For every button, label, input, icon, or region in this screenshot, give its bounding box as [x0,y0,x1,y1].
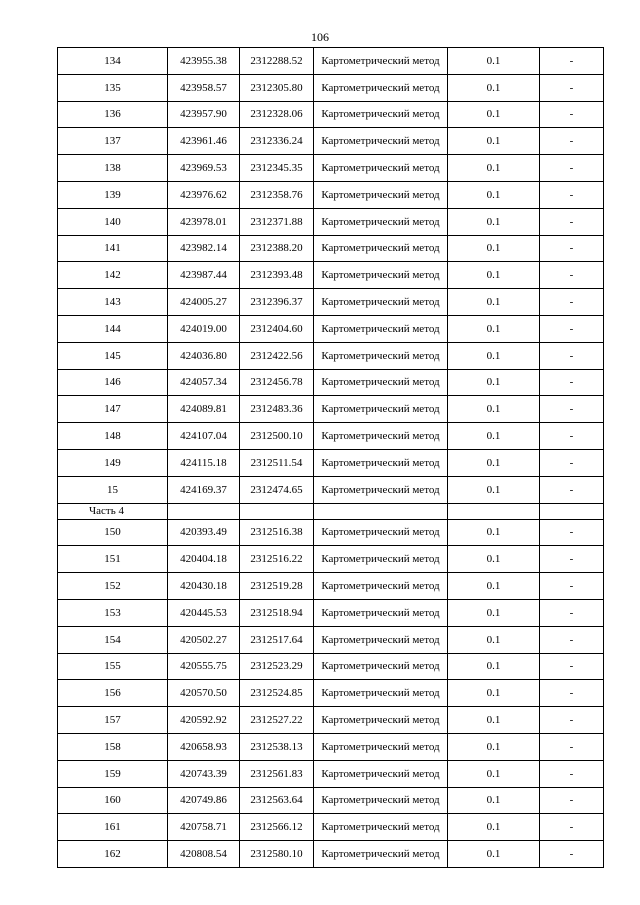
note-cell: - [540,128,604,155]
y-coordinate-cell: 2312519.28 [240,573,314,600]
y-coordinate-cell: 2312518.94 [240,599,314,626]
point-number-cell: 148 [58,423,168,450]
accuracy-cell: 0.1 [448,396,540,423]
note-cell: - [540,48,604,75]
note-cell: - [540,342,604,369]
accuracy-cell: 0.1 [448,626,540,653]
accuracy-cell: 0.1 [448,476,540,503]
table-row [58,315,604,342]
note-cell: - [540,315,604,342]
y-coordinate-cell: 2312393.48 [240,262,314,289]
accuracy-cell: 0.1 [448,235,540,262]
method-cell: Картометрический метод [314,342,448,369]
accuracy-cell: 0.1 [448,787,540,814]
point-number-cell: 155 [58,653,168,680]
x-coordinate-cell: 420570.50 [168,680,240,707]
accuracy-cell: 0.1 [448,262,540,289]
x-coordinate-cell: 420404.18 [168,546,240,573]
table-row [58,787,604,814]
y-coordinate-cell: 2312524.85 [240,680,314,707]
note-cell: - [540,396,604,423]
table-row [58,342,604,369]
x-coordinate-cell: 424005.27 [168,289,240,316]
point-number-cell: 136 [58,101,168,128]
point-number-cell: 150 [58,519,168,546]
accuracy-cell: 0.1 [448,814,540,841]
accuracy-cell: 0.1 [448,101,540,128]
point-number-cell: 149 [58,449,168,476]
x-coordinate-cell: 420658.93 [168,733,240,760]
section-label: Часть 4 [58,503,168,519]
point-number-cell: 144 [58,315,168,342]
point-number-cell: 151 [58,546,168,573]
x-coordinate-cell: 420592.92 [168,707,240,734]
point-number-cell: 140 [58,208,168,235]
note-cell: - [540,181,604,208]
accuracy-cell: 0.1 [448,181,540,208]
table-row [58,599,604,626]
note-cell: - [540,289,604,316]
y-coordinate-cell: 2312563.64 [240,787,314,814]
accuracy-cell: 0.1 [448,315,540,342]
point-number-cell: 146 [58,369,168,396]
note-cell: - [540,423,604,450]
method-cell: Картометрический метод [314,369,448,396]
accuracy-cell: 0.1 [448,707,540,734]
accuracy-cell: 0.1 [448,519,540,546]
x-coordinate-cell: 424036.80 [168,342,240,369]
note-cell: - [540,546,604,573]
point-number-cell: 15 [58,476,168,503]
method-cell: Картометрический метод [314,707,448,734]
method-cell: Картометрический метод [314,653,448,680]
table-row [58,235,604,262]
point-number-cell: 159 [58,760,168,787]
method-cell: Картометрический метод [314,235,448,262]
accuracy-cell: 0.1 [448,599,540,626]
y-coordinate-cell: 2312345.35 [240,155,314,182]
note-cell: - [540,155,604,182]
note-cell: - [540,235,604,262]
method-cell: Картометрический метод [314,315,448,342]
empty-cell [314,503,448,519]
y-coordinate-cell: 2312404.60 [240,315,314,342]
accuracy-cell: 0.1 [448,342,540,369]
x-coordinate-cell: 424089.81 [168,396,240,423]
accuracy-cell: 0.1 [448,48,540,75]
method-cell: Картометрический метод [314,841,448,868]
y-coordinate-cell: 2312483.36 [240,396,314,423]
table-row [58,573,604,600]
table-row [58,74,604,101]
method-cell: Картометрический метод [314,573,448,600]
point-number-cell: 153 [58,599,168,626]
page-number: 106 [311,30,329,44]
coordinates-table-body [58,48,604,868]
point-number-cell: 154 [58,626,168,653]
table-row [58,680,604,707]
y-coordinate-cell: 2312538.13 [240,733,314,760]
point-number-cell: 134 [58,48,168,75]
accuracy-cell: 0.1 [448,573,540,600]
accuracy-cell: 0.1 [448,74,540,101]
note-cell: - [540,733,604,760]
note-cell: - [540,573,604,600]
table-row [58,289,604,316]
accuracy-cell: 0.1 [448,155,540,182]
y-coordinate-cell: 2312328.06 [240,101,314,128]
accuracy-cell: 0.1 [448,546,540,573]
table-row [58,155,604,182]
table-row [58,396,604,423]
method-cell: Картометрический метод [314,208,448,235]
y-coordinate-cell: 2312396.37 [240,289,314,316]
table-row [58,476,604,503]
accuracy-cell: 0.1 [448,449,540,476]
method-cell: Картометрический метод [314,101,448,128]
method-cell: Картометрический метод [314,155,448,182]
accuracy-cell: 0.1 [448,369,540,396]
table-row [58,449,604,476]
accuracy-cell: 0.1 [448,680,540,707]
method-cell: Картометрический метод [314,787,448,814]
accuracy-cell: 0.1 [448,653,540,680]
y-coordinate-cell: 2312500.10 [240,423,314,450]
y-coordinate-cell: 2312456.78 [240,369,314,396]
y-coordinate-cell: 2312305.80 [240,74,314,101]
method-cell: Картометрический метод [314,546,448,573]
method-cell: Картометрический метод [314,128,448,155]
table-row [58,733,604,760]
accuracy-cell: 0.1 [448,289,540,316]
accuracy-cell: 0.1 [448,423,540,450]
point-number-cell: 147 [58,396,168,423]
method-cell: Картометрический метод [314,599,448,626]
x-coordinate-cell: 423987.44 [168,262,240,289]
note-cell: - [540,760,604,787]
method-cell: Картометрический метод [314,74,448,101]
x-coordinate-cell: 423969.53 [168,155,240,182]
y-coordinate-cell: 2312561.83 [240,760,314,787]
accuracy-cell: 0.1 [448,208,540,235]
method-cell: Картометрический метод [314,181,448,208]
y-coordinate-cell: 2312580.10 [240,841,314,868]
y-coordinate-cell: 2312371.88 [240,208,314,235]
table-row [58,653,604,680]
point-number-cell: 135 [58,74,168,101]
point-number-cell: 141 [58,235,168,262]
x-coordinate-cell: 423982.14 [168,235,240,262]
note-cell: - [540,449,604,476]
y-coordinate-cell: 2312517.64 [240,626,314,653]
y-coordinate-cell: 2312527.22 [240,707,314,734]
note-cell: - [540,707,604,734]
x-coordinate-cell: 424107.04 [168,423,240,450]
method-cell: Картометрический метод [314,680,448,707]
method-cell: Картометрический метод [314,423,448,450]
coordinates-table [57,47,604,868]
table-row [58,262,604,289]
empty-cell [240,503,314,519]
method-cell: Картометрический метод [314,476,448,503]
y-coordinate-cell: 2312474.65 [240,476,314,503]
point-number-cell: 143 [58,289,168,316]
y-coordinate-cell: 2312523.29 [240,653,314,680]
method-cell: Картометрический метод [314,48,448,75]
table-row [58,626,604,653]
x-coordinate-cell: 420393.49 [168,519,240,546]
method-cell: Картометрический метод [314,519,448,546]
table-row [58,181,604,208]
note-cell: - [540,787,604,814]
method-cell: Картометрический метод [314,626,448,653]
method-cell: Картометрический метод [314,396,448,423]
table-row [58,423,604,450]
point-number-cell: 145 [58,342,168,369]
note-cell: - [540,599,604,626]
x-coordinate-cell: 423961.46 [168,128,240,155]
method-cell: Картометрический метод [314,262,448,289]
x-coordinate-cell: 420808.54 [168,841,240,868]
point-number-cell: 142 [58,262,168,289]
accuracy-cell: 0.1 [448,128,540,155]
method-cell: Картометрический метод [314,289,448,316]
accuracy-cell: 0.1 [448,733,540,760]
note-cell: - [540,680,604,707]
point-number-cell: 158 [58,733,168,760]
x-coordinate-cell: 420555.75 [168,653,240,680]
point-number-cell: 138 [58,155,168,182]
x-coordinate-cell: 420430.18 [168,573,240,600]
note-cell: - [540,476,604,503]
y-coordinate-cell: 2312566.12 [240,814,314,841]
note-cell: - [540,101,604,128]
point-number-cell: 139 [58,181,168,208]
x-coordinate-cell: 424115.18 [168,449,240,476]
y-coordinate-cell: 2312511.54 [240,449,314,476]
note-cell: - [540,653,604,680]
note-cell: - [540,208,604,235]
y-coordinate-cell: 2312358.76 [240,181,314,208]
accuracy-cell: 0.1 [448,760,540,787]
note-cell: - [540,814,604,841]
table-row [58,707,604,734]
table-row [58,760,604,787]
y-coordinate-cell: 2312388.20 [240,235,314,262]
x-coordinate-cell: 423958.57 [168,74,240,101]
method-cell: Картометрический метод [314,449,448,476]
y-coordinate-cell: 2312422.56 [240,342,314,369]
table-row [58,208,604,235]
empty-cell [168,503,240,519]
method-cell: Картометрический метод [314,760,448,787]
x-coordinate-cell: 423957.90 [168,101,240,128]
table-row [58,546,604,573]
point-number-cell: 161 [58,814,168,841]
point-number-cell: 157 [58,707,168,734]
x-coordinate-cell: 423955.38 [168,48,240,75]
point-number-cell: 152 [58,573,168,600]
y-coordinate-cell: 2312336.24 [240,128,314,155]
empty-cell [540,503,604,519]
x-coordinate-cell: 424169.37 [168,476,240,503]
table-row [58,814,604,841]
accuracy-cell: 0.1 [448,841,540,868]
point-number-cell: 137 [58,128,168,155]
section-row [58,503,604,519]
table-row [58,369,604,396]
point-number-cell: 156 [58,680,168,707]
note-cell: - [540,626,604,653]
note-cell: - [540,262,604,289]
note-cell: - [540,519,604,546]
y-coordinate-cell: 2312516.22 [240,546,314,573]
y-coordinate-cell: 2312516.38 [240,519,314,546]
x-coordinate-cell: 420445.53 [168,599,240,626]
point-number-cell: 162 [58,841,168,868]
method-cell: Картометрический метод [314,814,448,841]
x-coordinate-cell: 423976.62 [168,181,240,208]
table-row [58,841,604,868]
table-row [58,101,604,128]
point-number-cell: 160 [58,787,168,814]
empty-cell [448,503,540,519]
note-cell: - [540,841,604,868]
note-cell: - [540,74,604,101]
note-cell: - [540,369,604,396]
x-coordinate-cell: 420743.39 [168,760,240,787]
x-coordinate-cell: 424019.00 [168,315,240,342]
x-coordinate-cell: 420502.27 [168,626,240,653]
x-coordinate-cell: 424057.34 [168,369,240,396]
y-coordinate-cell: 2312288.52 [240,48,314,75]
table-row [58,48,604,75]
x-coordinate-cell: 420749.86 [168,787,240,814]
x-coordinate-cell: 420758.71 [168,814,240,841]
table-row [58,519,604,546]
table-row [58,128,604,155]
x-coordinate-cell: 423978.01 [168,208,240,235]
method-cell: Картометрический метод [314,733,448,760]
